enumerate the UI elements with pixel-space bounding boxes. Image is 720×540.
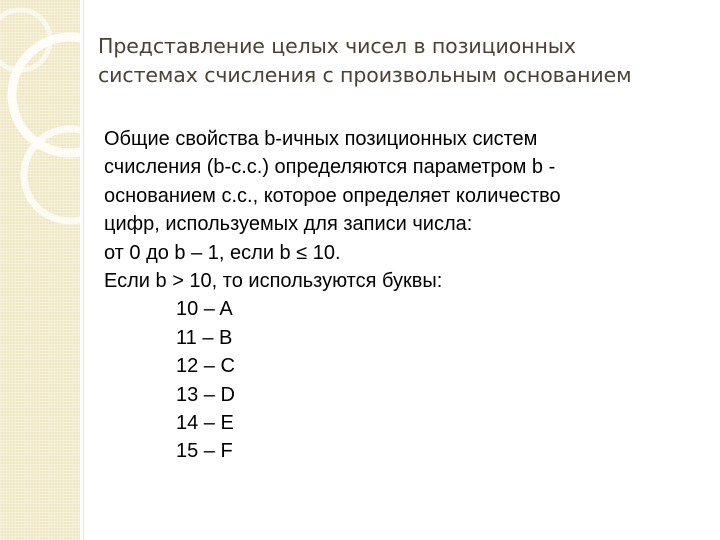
body-line: Если b > 10, то используются буквы:	[104, 270, 443, 293]
body-line: счисления (b-с.с.) определяются параметром b -	[104, 156, 556, 179]
letter-mapping: 10 – A	[176, 298, 233, 321]
band-divider	[80, 0, 82, 540]
letter-mapping: 13 – D	[176, 383, 235, 406]
body-line: от 0 до b – 1, если b ≤ 10.	[104, 241, 341, 264]
body-line: Общие свойства b-ичных позиционных систем	[104, 128, 538, 150]
slide-title	[98, 32, 708, 90]
letter-mapping: 12 – C	[176, 355, 235, 378]
title-line-1: Представление целых чисел в позиционных	[98, 34, 576, 58]
body-line: цифр, используемых для записи числа:	[104, 213, 473, 236]
letter-mapping: 14 – E	[176, 412, 234, 435]
band-line	[83, 0, 84, 540]
title-line-2: системах счисления с произвольным основанием	[98, 63, 632, 87]
letter-mapping: 15 – F	[176, 440, 233, 463]
decorative-circles	[0, 0, 100, 260]
slide-body	[104, 125, 704, 466]
body-line: основанием с.с., которое определяет количество	[104, 184, 561, 207]
letter-mapping: 11 – B	[176, 326, 233, 349]
